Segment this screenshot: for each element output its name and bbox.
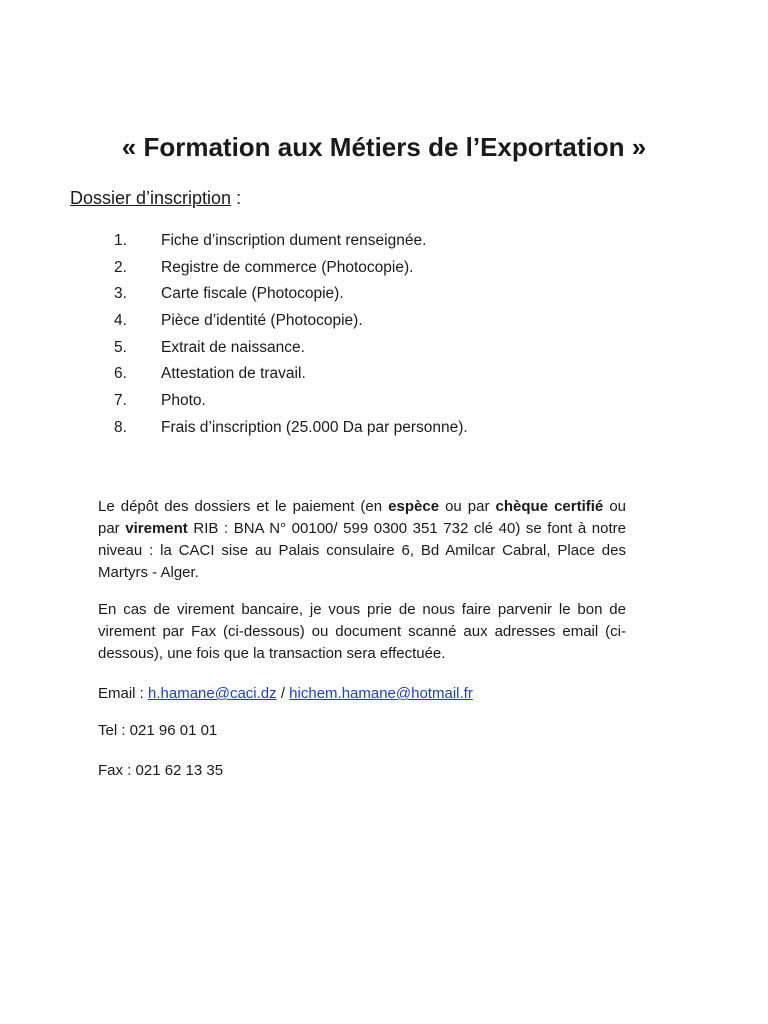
transfer-paragraph: En cas de virement bancaire, je vous prie de nous faire parvenir le bon de virement par Fax (ci-dessous) ou document scanné aux adresses email (ci-dessous), une fois que la transaction sera effectuée. bbox=[98, 601, 626, 662]
email-line bbox=[98, 683, 473, 705]
list-item-text: Photo. bbox=[161, 392, 206, 410]
list-item bbox=[0, 415, 700, 442]
deposit-text: RIB : BNA N° 00100/ 599 0300 351 732 clé 40) se font à notre niveau : la CACI sise au Palais consulaire 6, Bd Amilcar Cabral, Place des Martyrs - Alger. bbox=[98, 520, 626, 581]
list-item bbox=[0, 335, 700, 362]
deposit-paragraph bbox=[98, 496, 626, 584]
list-item-text: Registre de commerce (Photocopie). bbox=[161, 258, 414, 276]
section-heading bbox=[70, 188, 241, 209]
payment-method-transfer: virement bbox=[125, 520, 188, 537]
requirements-list bbox=[0, 228, 700, 442]
email-link-secondary[interactable]: hichem.hamane@hotmail.fr bbox=[289, 685, 473, 702]
list-item bbox=[0, 388, 700, 415]
list-item-text: Pièce d’identité (Photocopie). bbox=[161, 312, 363, 330]
phone-line: Tel : 021 96 01 01 bbox=[98, 722, 218, 739]
list-item-text: Carte fiscale (Photocopie). bbox=[161, 285, 344, 303]
list-item-text: Extrait de naissance. bbox=[161, 338, 305, 356]
list-item-number: 3. bbox=[114, 285, 127, 303]
list-item bbox=[0, 308, 700, 335]
deposit-text: ou par bbox=[439, 498, 496, 515]
list-item-number: 5. bbox=[114, 338, 127, 356]
deposit-text: Le dépôt des dossiers et le paiement (en bbox=[98, 498, 389, 515]
list-item bbox=[0, 281, 700, 308]
payment-method-check: chèque certifié bbox=[495, 498, 604, 515]
list-item-text: Attestation de travail. bbox=[161, 365, 306, 383]
list-item bbox=[0, 255, 700, 282]
list-item-text: Frais d’inscription (25.000 Da par personne). bbox=[161, 418, 468, 436]
email-link-primary[interactable]: h.hamane@caci.dz bbox=[148, 685, 277, 702]
fax-line: Fax : 021 62 13 35 bbox=[98, 762, 224, 779]
payment-method-cash: espèce bbox=[388, 498, 440, 515]
document-title: « Formation aux Métiers de l’Exportation » bbox=[121, 132, 647, 162]
section-heading-suffix: : bbox=[231, 188, 242, 208]
email-separator: / bbox=[276, 685, 290, 702]
list-item bbox=[0, 228, 700, 255]
list-item-number: 1. bbox=[114, 232, 127, 249]
deposit-text: ou par bbox=[98, 498, 627, 537]
list-item-number: 2. bbox=[114, 258, 127, 276]
list-item-number: 6. bbox=[114, 365, 127, 383]
section-heading-label: Dossier d’inscription bbox=[70, 188, 232, 208]
list-item-text: Fiche d’inscription dument renseignée. bbox=[161, 232, 427, 249]
list-item bbox=[0, 361, 700, 388]
list-item-number: 8. bbox=[114, 418, 127, 436]
list-item-number: 4. bbox=[114, 312, 127, 330]
email-label: Email : bbox=[98, 685, 149, 702]
list-item-number: 7. bbox=[114, 392, 127, 410]
